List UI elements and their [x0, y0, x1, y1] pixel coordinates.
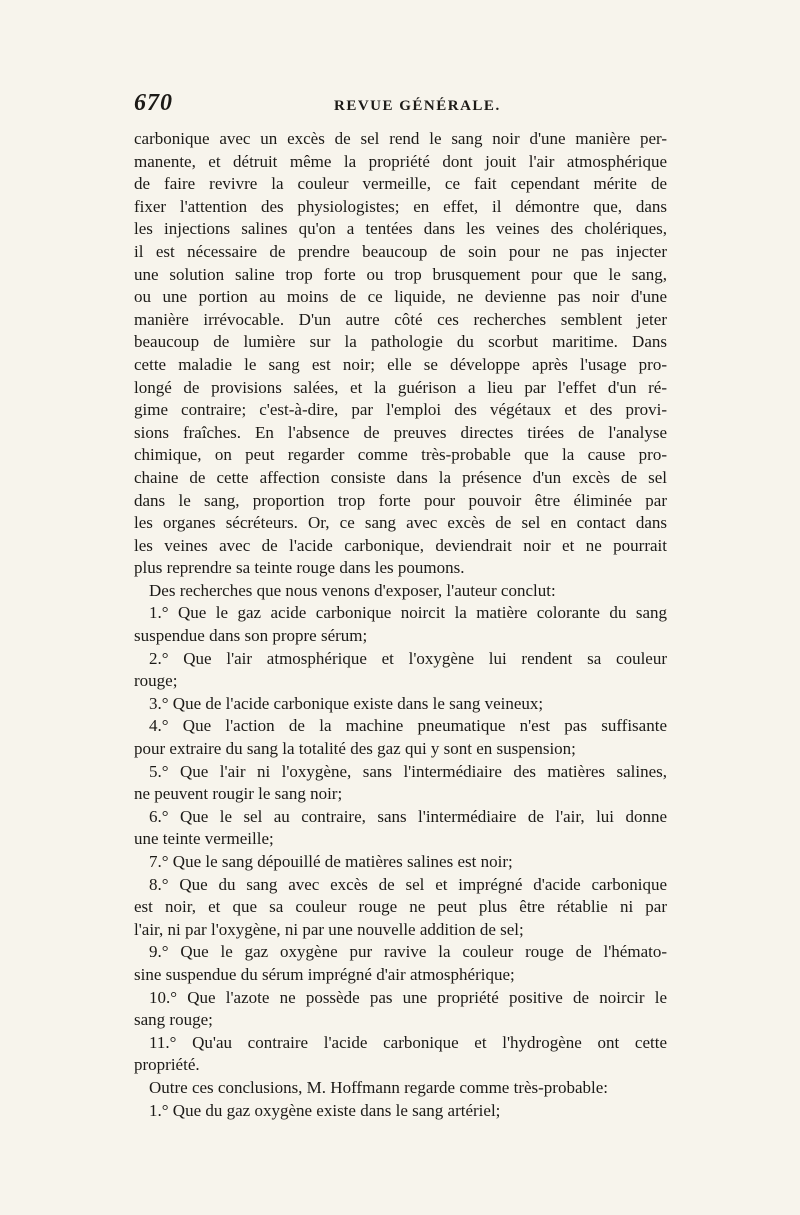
text-line: 9.° Que le gaz oxygène pur ravive la couleur rouge de l'hémato-: [149, 942, 667, 962]
text-line: plus reprendre sa teinte rouge dans les poumons.: [134, 558, 465, 578]
text-line: 1.° Que du gaz oxygène existe dans le sang artériel;: [149, 1100, 501, 1120]
text-line: l'air, ni par l'oxygène, ni par une nouvelle addition de sel;: [134, 919, 524, 939]
text-line: gime contraire; c'est-à-dire, par l'emploi des végétaux et des provi-: [134, 400, 667, 420]
conclusion-item-1: [134, 602, 667, 647]
running-head: REVUE GÉNÉRALE.: [334, 98, 501, 114]
text-line: 1.° Que le gaz acide carbonique noircit la matière colorante du sang: [149, 603, 667, 623]
text-line: chaine de cette affection consiste dans la présence d'un excès de sel: [134, 467, 667, 487]
text-line: manière irrévocable. D'un autre côté ces recherches semblent jeter: [134, 309, 667, 329]
conclusion-item-10: [134, 987, 667, 1032]
text-line: ne peuvent rougir le sang noir;: [134, 784, 343, 804]
text-line: les injections salines qu'on a tentées dans les veines des cholériques,: [134, 219, 667, 239]
conclusion-item-7: [134, 851, 667, 874]
text-line: les organes sécréteurs. Or, ce sang avec excès de sel en contact dans: [134, 513, 667, 533]
text-line: pour extraire du sang la totalité des gaz qui y sont en suspension;: [134, 739, 576, 759]
text-line: une solution saline trop forte ou trop brusquement pour que le sang,: [134, 264, 667, 284]
page-header: [134, 88, 667, 124]
page-number: 670: [134, 90, 173, 116]
conclusion-item-9: [134, 941, 667, 986]
text-line: sang rouge;: [134, 1010, 213, 1030]
text-line: 10.° Que l'azote ne possède pas une propriété positive de noircir le: [149, 987, 667, 1007]
conclusion-item-8: [134, 874, 667, 942]
conclusion-item-6: [134, 806, 667, 851]
conclusion-intro: [134, 580, 667, 603]
conclusion-item-5: [134, 761, 667, 806]
text-line: 4.° Que l'action de la machine pneumatique n'est pas suffisante: [149, 716, 667, 736]
text-line: 2.° Que l'air atmosphérique et l'oxygène lui rendent sa couleur: [149, 648, 667, 668]
text-line: beaucoup de lumière sur la pathologie du scorbut maritime. Dans: [134, 332, 667, 352]
text-line: ou une portion au moins de ce liquide, ne devienne pas noir d'une: [134, 287, 667, 307]
body-text: [134, 128, 667, 1122]
text-line: 6.° Que le sel au contraire, sans l'intermédiaire de l'air, lui donne: [149, 806, 667, 826]
text-line: 5.° Que l'air ni l'oxygène, sans l'intermédiaire des matières salines,: [149, 761, 667, 781]
text-line: suspendue dans son propre sérum;: [134, 626, 368, 646]
text-line: carbonique avec un excès de sel rend le sang noir d'une manière per-: [134, 129, 667, 148]
text-line: dans le sang, proportion trop forte pour pouvoir être éliminée par: [134, 490, 667, 510]
text-line: 7.° Que le sang dépouillé de matières salines est noir;: [149, 852, 513, 871]
text-line: de faire revivre la couleur vermeille, ce fait cependant mérite de: [134, 174, 667, 194]
text-line: chimique, on peut regarder comme très-probable que la cause pro-: [134, 445, 667, 465]
text-line: propriété.: [134, 1055, 200, 1075]
text-line: une teinte vermeille;: [134, 829, 274, 849]
text-line: fixer l'attention des physiologistes; en effet, il démontre que, dans: [134, 196, 667, 216]
text-line: Des recherches que nous venons d'exposer, l'auteur conclut:: [149, 580, 556, 600]
text-line: 11.° Qu'au contraire l'acide carbonique et l'hydrogène ont cette: [149, 1032, 667, 1052]
conclusion-item-4: [134, 715, 667, 760]
hoffmann-intro: [134, 1077, 667, 1100]
text-line: est noir, et que sa couleur rouge ne peut plus être rétablie ni par: [134, 897, 667, 917]
conclusion-item-3: [134, 693, 667, 716]
text-line: rouge;: [134, 671, 178, 691]
hoffmann-item-1: [134, 1100, 667, 1123]
text-line: manente, et détruit même la propriété dont jouit l'air atmosphérique: [134, 151, 667, 171]
text-line: Outre ces conclusions, M. Hoffmann regarde comme très-probable:: [149, 1077, 609, 1097]
text-line: les veines avec de l'acide carbonique, deviendrait noir et ne pourrait: [134, 535, 667, 555]
text-line: 3.° Que de l'acide carbonique existe dans le sang veineux;: [149, 693, 544, 713]
conclusion-item-11: [134, 1032, 667, 1077]
text-line: cette maladie le sang est noir; elle se développe après l'usage pro-: [134, 354, 667, 374]
text-line: sions fraîches. En l'absence de preuves directes tirées de l'analyse: [134, 422, 667, 442]
text-line: il est nécessaire de prendre beaucoup de soin pour ne pas injecter: [134, 241, 667, 261]
paragraph-discussion: [134, 128, 667, 580]
text-line: sine suspendue du sérum imprégné d'air atmosphérique;: [134, 964, 515, 984]
conclusion-item-2: [134, 648, 667, 693]
text-line: 8.° Que du sang avec excès de sel et imprégné d'acide carbonique: [149, 874, 667, 894]
text-line: longé de provisions salées, et la guérison a lieu par l'effet d'un ré-: [134, 377, 667, 397]
